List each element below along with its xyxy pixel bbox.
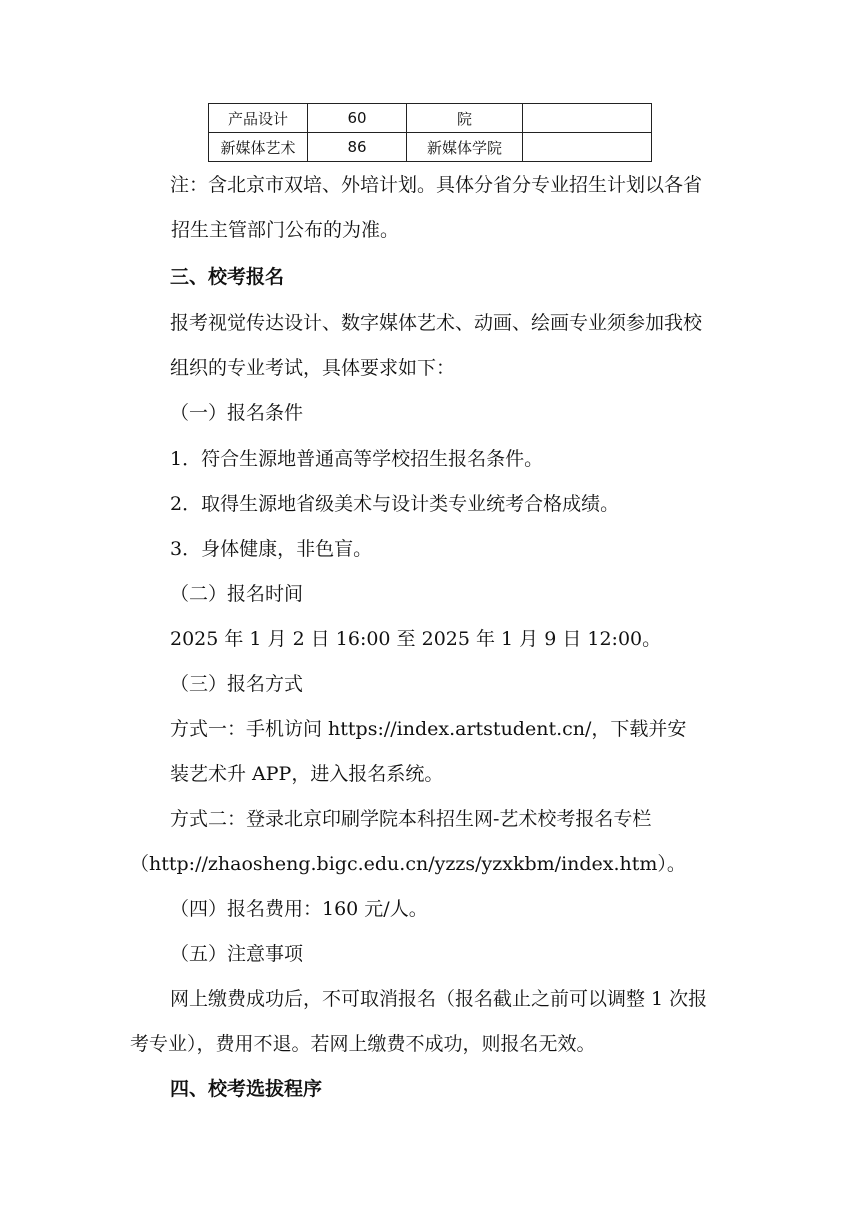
- subsection-heading: （一）报名条件: [170, 402, 304, 424]
- table-cell-extra: [523, 104, 652, 133]
- note-line-1: 注：含北京市双培、外培计划。具体分省分专业招生计划以各省: [170, 174, 703, 196]
- table-cell-college: 新媒体学院: [407, 133, 523, 162]
- major-plan-table: [208, 103, 652, 162]
- condition-1: 1．符合生源地普通高等学校招生报名条件。: [170, 448, 544, 470]
- condition-2: 2．取得生源地省级美术与设计类专业统考合格成绩。: [170, 493, 620, 515]
- registration-time: 2025 年 1 月 2 日 16:00 至 2025 年 1 月 9 日 12:00。: [170, 628, 662, 650]
- table-cell-major: 新媒体艺术: [209, 133, 308, 162]
- table-row: [209, 133, 652, 162]
- table-cell-college: 院: [407, 104, 523, 133]
- condition-3: 3．身体健康，非色盲。: [170, 538, 373, 560]
- notice-line-1: 网上缴费成功后，不可取消报名（报名截止之前可以调整 1 次报: [170, 988, 708, 1010]
- method-1-line-1: 方式一：手机访问 https://index.artstudent.cn/，下载并安: [170, 718, 687, 740]
- section3-title: 三、校考报名: [170, 266, 285, 288]
- table-cell-count: 86: [308, 133, 407, 162]
- table-cell-extra: [523, 133, 652, 162]
- table-row: [209, 104, 652, 133]
- method-2-line-2: （http://zhaosheng.bigc.edu.cn/yzzs/yzxkbm/index.htm）。: [130, 853, 686, 875]
- section3-intro-line-1: 报考视觉传达设计、数字媒体艺术、动画、绘画专业须参加我校: [170, 312, 703, 334]
- registration-fee: （四）报名费用：160 元/人。: [170, 898, 428, 920]
- subsection-heading: （二）报名时间: [170, 583, 304, 605]
- table-cell-count: 60: [308, 104, 407, 133]
- note-line-2: 招生主管部门公布的为准。: [171, 219, 400, 241]
- subsection-heading: （三）报名方式: [170, 673, 304, 695]
- table-cell-major: 产品设计: [209, 104, 308, 133]
- subsection-heading: （五）注意事项: [170, 943, 304, 965]
- notice-line-2: 考专业），费用不退。若网上缴费不成功，则报名无效。: [130, 1033, 596, 1055]
- section4-title: 四、校考选拔程序: [170, 1078, 323, 1100]
- method-1-line-2: 装艺术升 APP，进入报名系统。: [170, 763, 444, 785]
- method-2-line-1: 方式二：登录北京印刷学院本科招生网-艺术校考报名专栏: [170, 808, 652, 830]
- section3-intro-line-2: 组织的专业考试，具体要求如下：: [170, 357, 456, 379]
